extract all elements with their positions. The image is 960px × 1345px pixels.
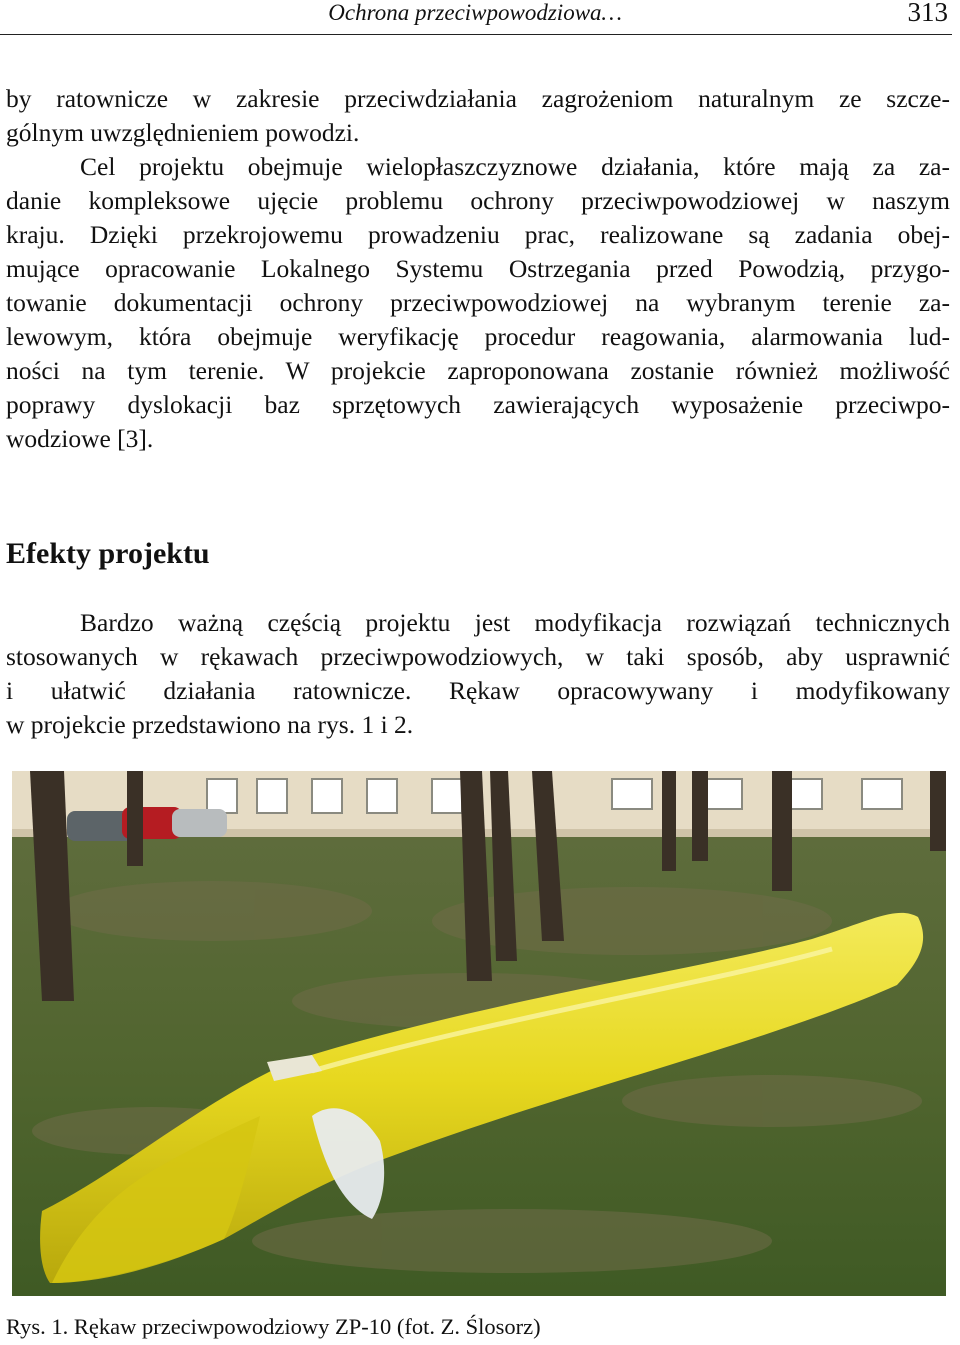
paragraph-line: mujące opracowanie Lokalnego Systemu Ostrzegania przed Powodzią, przygo- xyxy=(6,254,950,283)
paragraph-line: Bardzo ważną częścią projektu jest modyfikacja rozwiązań technicznych xyxy=(80,608,950,637)
page-number: 313 xyxy=(907,0,948,27)
paragraph-line: kraju. Dzięki przekrojowemu prowadzeniu prac, realizowane są zadania obej- xyxy=(6,220,950,249)
paragraph-line: by ratownicze w zakresie przeciwdziałania zagrożeniom naturalnym ze szcze- xyxy=(6,84,950,113)
parked-cars xyxy=(67,807,227,841)
paragraph-line: wodziowe [3]. xyxy=(6,424,154,453)
section-paragraph xyxy=(6,606,950,742)
paragraph-2 xyxy=(6,150,950,456)
running-header xyxy=(0,0,952,35)
paragraph-line: i ułatwić działania ratownicze. Rękaw opracowywany i modyfikowany xyxy=(6,676,950,705)
paragraph-line: gólnym uwzględnieniem powodzi. xyxy=(6,118,360,147)
flood-sleeve-photo xyxy=(12,771,946,1296)
paragraph-line: w projekcie przedstawiono na rys. 1 i 2. xyxy=(6,710,414,739)
running-title: Ochrona przeciwpowodziowa… xyxy=(328,0,622,25)
paragraph-line: towanie dokumentacji ochrony przeciwpowodziowej na wybranym terenie za- xyxy=(6,288,950,317)
paragraph-line: lewowym, która obejmuje weryfikację procedur reagowania, alarmowania lud- xyxy=(6,322,950,351)
paragraph-1 xyxy=(6,82,950,150)
paragraph-line: stosowanych w rękawach przeciwpowodziowych, w taki sposób, aby usprawnić xyxy=(6,642,950,671)
paragraph-line: poprawy dyslokacji baz sprzętowych zawierających wyposażenie przeciwpo- xyxy=(6,390,950,419)
section-heading: Efekty projektu xyxy=(6,537,210,570)
paragraph-line: danie kompleksowe ujęcie problemu ochrony przeciwpowodziowej w naszym xyxy=(6,186,950,215)
figure-photo xyxy=(12,771,946,1296)
figure-caption: Rys. 1. Rękaw przeciwpowodziowy ZP-10 (fot. Z. Ślosorz) xyxy=(6,1314,541,1339)
paragraph-line: ności na tym terenie. W projekcie zaproponowana zostanie również możliwość xyxy=(6,356,950,385)
paragraph-line: Cel projektu obejmuje wielopłaszczyznowe działania, które mają za za- xyxy=(80,152,950,181)
